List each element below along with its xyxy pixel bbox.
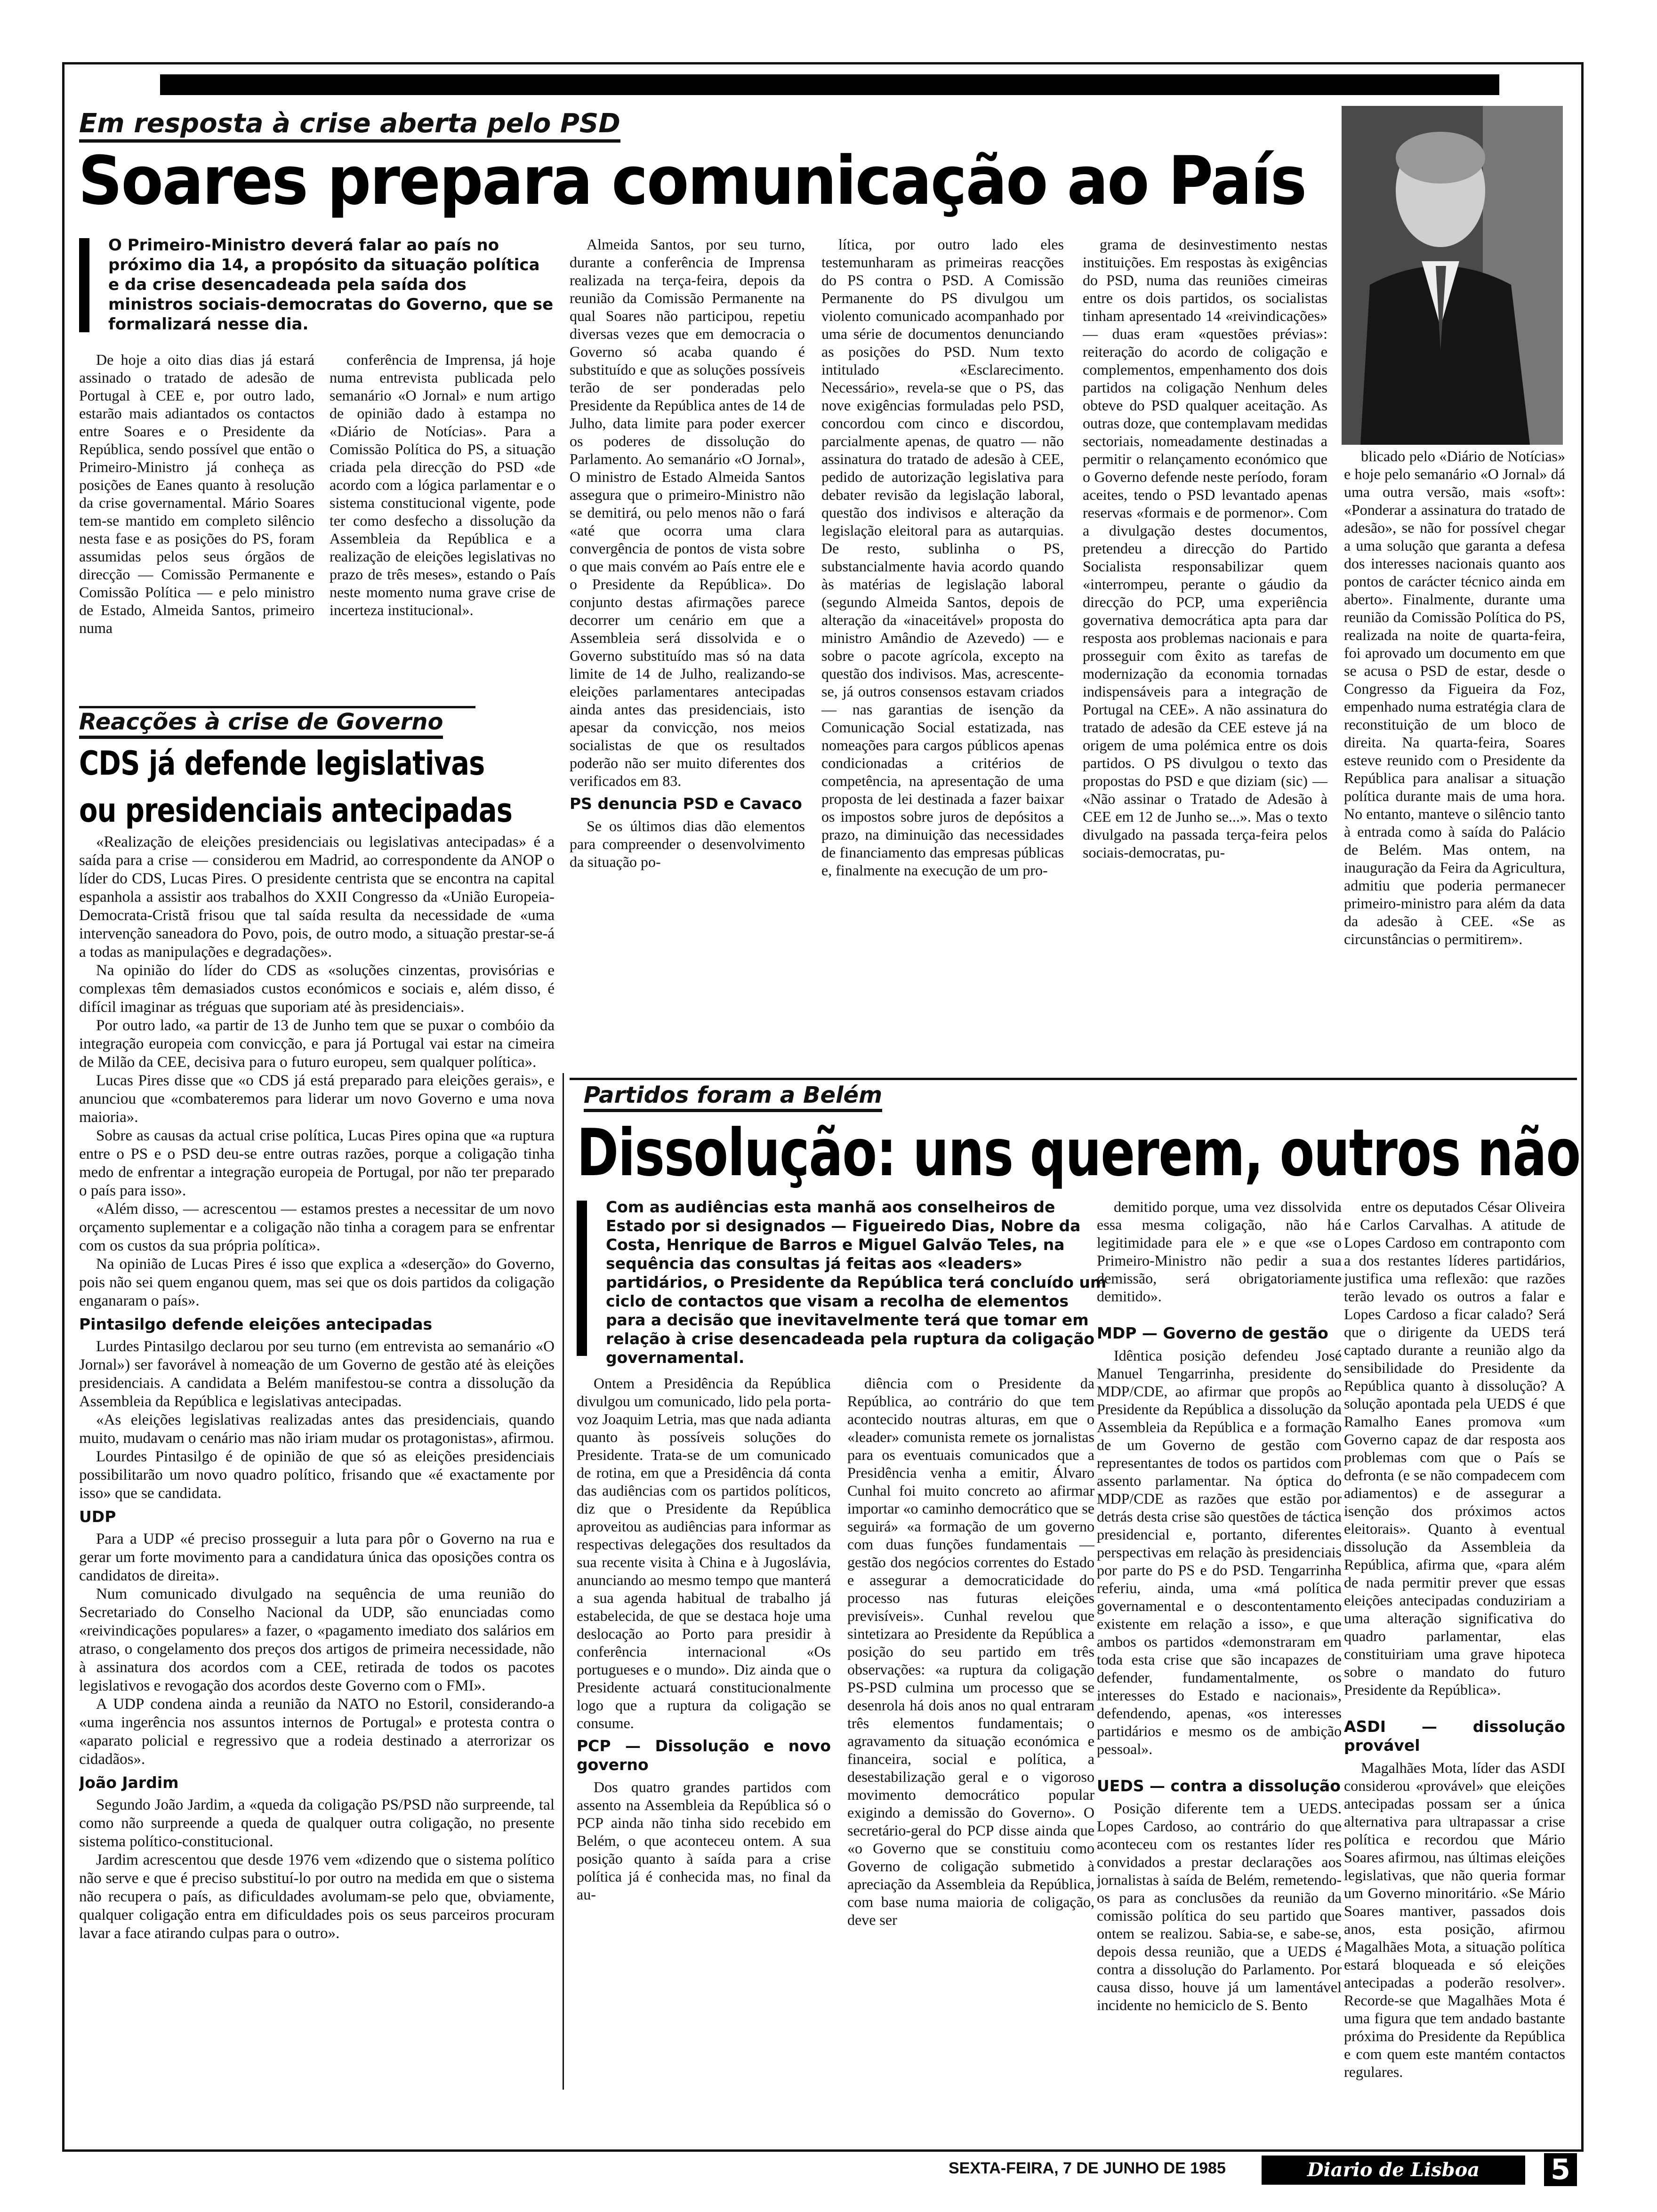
soares-photo xyxy=(1342,106,1563,445)
main-col-1 xyxy=(79,351,314,718)
dissolution-col-c xyxy=(1097,1198,1342,2132)
dissolution-headline: Dissolução: uns querem, outros não xyxy=(577,1115,1580,1191)
cds-subhead-udp: UDP xyxy=(79,1507,116,1526)
main-col-6-text: blicado pelo «Diário de Notícias» e hoje pelo semanário «O Jornal» dá uma outra versão, mais «soft»: «Ponderar a assinatura do tratado de adesão», se não for possível chegar a uma solução que garanta a defesa dos interesses nacionais quanto aos pontos de carácter técnico ainda em aberto». Finalmente, durante uma reunião da Comissão Política do PS, realizada na noite de quarta-feira, foi aprovado um documento em que se acusa o PSD de estar, desde o Congresso da Figueira da Foz, empenhado numa estratégia clara de reconstituição de um bloco de direita. Na quarta-feira, Soares esteve reunido com o Presidente da República para analisar a situação política durante mais de uma hora. No entanto, manteve o silêncio tanto à entrada como à saída do Palácio de Belém. Mas ontem, na inauguração da Feira da Agricultura, admitiu que poderia permanecer primeiro-ministro para além da data da adesão à CEE. «Se as circunstâncias o permitirem». xyxy=(1344,448,1565,947)
dissolution-lead-bar xyxy=(577,1201,587,1356)
page-number: 5 xyxy=(1544,2153,1577,2186)
dissolution-top-rule xyxy=(570,1078,1577,1080)
pintasilgo-para-2: «As eleições legislativas realizadas antes das presidenciais, quando muito, mudavam o cenário mas não iriam mudar os protagonistas», afirmou. xyxy=(79,1411,555,1447)
dissolution-col-a-after: Dos quatro grandes partidos com assento na Assembleia da República só o PCP ainda não tinha sido recebido em Belém, o que aconteceu ontem. A sua posição quanto à saída para a crise política já é conhecida mas, no final da au- xyxy=(577,1779,831,1903)
top-black-bar xyxy=(160,74,1499,95)
udp-para-3: A UDP condena ainda a reunião da NATO no Estoril, considerando-a «uma ingerência nos assuntos internos de Portugal» e protesta contra o «aparato policial e regressivo que a rodeia destinado a aterrorizar os cidadãos». xyxy=(79,1696,555,1768)
mdp-subhead: MDP — Governo de gestão xyxy=(1097,1324,1328,1342)
main-col-4 xyxy=(821,235,1064,1068)
main-col-4-text: lítica, por outro lado eles testemunharam as primeiras reacções do PS contra o PSD. A Comissão Permanente do PS divulgou um violento comunicado acompanhado por uma série de documentos denunciando as posições do PSD. Num texto intitulado «Esclarecimento. Necessário», revela-se que o PS, das nove exigências formuladas pelo PSD, concordou com cinco e discordou, parcialmente apenas, de quatro — não assinatura do tratado de adesão à CEE, pedido de autorização legislativa para debater revisão da legislação laboral, questão dos indivisos e alteração da legislação eleitoral para as autarquias. De resto, sublinha o PS, substancialmente havia acordo quando às matérias de legislação laboral (segundo Almeida Santos, depois de alteração da «inaceitável» proposta do ministro Amândio de Azevedo) — e sobre o pacote agrícola, excepto na questão dos indivisos. Mas, acrescente-se, já outros consensos estavam criados — nas garantias de isenção da Comunicação Social estatizada, nas nomeações para cargos públicos apenas condicionadas a critérios de competência, na apresentação de uma proposta de lei destinada a fazer baixar os impostos sobre juros de depósitos a prazo, na diminuição das necessidades de financiamento das empresas públicas e, finalmente na execução de um pro- xyxy=(821,236,1064,879)
dissolution-col-d xyxy=(1344,1198,1565,2132)
main-col-3-after: Se os últimos dias dão elementos para compreender o desenvolvimento da situação po- xyxy=(570,817,805,870)
dissolution-col-a xyxy=(577,1374,831,2132)
dissolution-col-d-bottom: Magalhães Mota, líder das ASDI considerou «provável» que eleições antecipadas possam ser a única alternativa para ultrapassar a crise política e recordou que Mário Soares afirmou, nas últimas eleições legislativas, que não queria formar um Governo minoritário. «Se Mário Soares mantiver, passados dois anos, esta posição, afirmou Magalhães Mota, a situação política estará bloqueada e só eleições antecipadas a poderão resolver». Recorde-se que Magalhães Mota é uma figura que tem andado bastante próxima do Presidente da República e com quem este mantém contactos regulares. xyxy=(1344,1759,1565,2080)
dissolution-lead xyxy=(577,1198,1111,1367)
cds-para-7: Na opinião de Lucas Pires é isso que explica a «deserção» do Governo, pois não sei quem enganou quem, mas sei que os dois partidos da coligação enganaram o país». xyxy=(79,1256,555,1309)
footer-date: SEXTA-FEIRA, 7 DE JUNHO DE 1985 xyxy=(949,2159,1226,2177)
jardim-para-1: Segundo João Jardim, a «queda da coligação PS/PSD não surpreende, tal como não surpreende a queda de qualquer outra coligação, no presente sistema político-constitucional. xyxy=(79,1796,555,1850)
cds-subhead-jardim: João Jardim xyxy=(79,1773,179,1792)
main-col-2 xyxy=(330,351,555,718)
cds-para-3: Por outro lado, «a partir de 13 de Junho tem que se puxar o combóio da integração europeia com convicção, e para já Portugal vai estar na cimeira de Milão da CEE, decisiva para o futuro europeu, sem qualquer política». xyxy=(79,1017,555,1071)
footer-masthead: Diario de Lisboa xyxy=(1262,2156,1525,2185)
main-col-3-subhead: PS denuncia PSD e Cavaco xyxy=(570,794,802,813)
pintasilgo-para-3: Lourdes Pintasilgo é de opinião de que só as eleições presidenciais possibilitarão um novo quadro político, frisando que «é exactamente por isso» que se candidata. xyxy=(79,1448,555,1502)
main-lead xyxy=(79,235,555,334)
dissolution-col-c-bottom: Posição diferente tem a UEDS. Lopes Cardoso, ao contrário do que aconteceu com os restantes líder res convidados a prestar declarações aos jornalistas à saída de Belém, remetendo-os para as conclusões da reunião da comissão política do seu partido que ontem se realizou. Sabia-se, e sabe-se, depois dessa reunião, que a UEDS é contra a dissolução do Parlamento. Por causa disso, houve já um lamentável incidente no hemiciclo de S. Bento xyxy=(1097,1800,1342,2013)
main-col-6 xyxy=(1344,447,1565,1068)
dissolution-col-b-text: diência com o Presidente da República, ao contrário do que tem acontecido noutras alturas, em que o «leader» comunista remete os jornalistas para os eventuais comunicados que a Presidência venha a emitir, Álvaro Cunhal foi muito concreto ao afirmar importar «o caminho democrático que se seguirá» «a formação de um governo com duas funções fundamentais — gestão dos negócios correntes do Estado e assegurar a democraticidade do processo nas futuras eleições previsíveis». Cunhal revelou que sintetizara ao Presidente da República a posição do seu partido em três observações: «a ruptura da coligação PS-PSD culmina um processo que se desenrola há dois anos no qual entraram três elementos fundamentais; o agravamento da situação económica e financeira, social e política, a desestabilização geral e o vigoroso movimento democrático popular exigindo a demissão do Governo». O secretário-geral do PCP disse ainda que «o Governo que se constituiu como Governo de coligação submetido à apreciação da Assembleia da República, com base numa maioria de coligação, deve ser xyxy=(847,1375,1094,1928)
dissolution-kicker: Partidos foram a Belém xyxy=(584,1082,882,1112)
lead-bar xyxy=(79,238,89,332)
main-col-1-text: De hoje a oito dias dias já estará assinado o tratado de adesão de Portugal à CEE e, por outro lado, estarão mais adiantados os contactos entre Soares e o Presidente da República, sendo possível que então o Primeiro-Ministro já conheça as posições de Eanes quanto à resolução da crise governamental. Mário Soares tem-se mantido em completo silêncio nesta fase e as posições do PS, foram assumidas pelos seus órgãos de direcção — Comissão Permanente e Comissão Política — e pelo ministro de Estado, Almeida Santos, primeiro numa xyxy=(79,351,314,636)
dissolution-lead-text: Com as audiências esta manhã aos conselheiros de Estado por si designados — Figueiredo Dias, Nobre da Costa, Henrique de Barros e Miguel Galvão Teles, na sequência das consultas já feitas aos «leaders» partidários, o Presidente da República terá concluído um ciclo de contactos que visam a recolha de elementos para a decisão que inevitavelmente terá que tomar em relação à crise desencadeada pela ruptura da coligação governamental. xyxy=(606,1198,1107,1367)
portrait-image xyxy=(1342,106,1563,445)
cds-para-2: Na opinião do líder do CDS as «soluções cinzentas, provisórias e complexas têm demasiados custos económicos e sociais e, além disso, é difícil imaginar as tréguas que suporiam até às presidenciais». xyxy=(79,962,555,1016)
main-lead-text: O Primeiro-Ministro deverá falar ao país no próximo dia 14, a propósito da situação política e da crise desencadeada pela saída dos ministros sociais-democratas do Governo, que se formalizará nesse dia. xyxy=(108,236,554,334)
cds-divider xyxy=(563,1073,564,2090)
cds-para-6: «Além disso, — acrescentou — estamos prestes a necessitar de um novo orçamento suplementar e a coligação não tinha a coragem para se enfrentar com os custos da sua própria política». xyxy=(79,1201,555,1254)
cds-para-1: «Realização de eleições presidenciais ou legislativas antecipadas» é a saída para a crise — considerou em Madrid, ao correspondente da ANOP o líder do CDS, Lucas Pires. O presidente centrista que se encontra na capital espanhola a assistir aos trabalhos do XXII Congresso da «União Europeia-Democrata-Cristã frisou que tal saída resulta da necessidade de «uma intervenção saneadora do Povo, pois, de outro modo, a situação prestar-se-á a todas as manipulações e degradações». xyxy=(79,834,555,961)
cds-para-4: Lucas Pires disse que «o CDS já está preparado para eleições gerais», e anunciou que «combateremos para liderar um novo Governo e uma nova maioria». xyxy=(79,1072,555,1126)
cds-para-5: Sobre as causas da actual crise política, Lucas Pires opina que «a ruptura entre o PS e o PSD deu-se entre outras razões, porque a coligação tinha medo de enfrentar a integração europeia de Portugal, por não ter preparado o país para isso». xyxy=(79,1127,555,1199)
main-col-5 xyxy=(1083,235,1327,1068)
main-col-5-text: grama de desinvestimento nestas instituições. Em respostas às exigências do PSD, numa das reuniões cimeiras entre os dois partidos, os socialistas tinham apresentado 14 «reivindicações» — duas eram «questões prévias»: reiteração do acordo de coligação e complementos, empenhamento dos dois partidos na coligação Nenhum deles obteve do PSD qualquer aceitação. As outras doze, que contemplavam medidas sectoriais, nomeadamente destinadas a permitir o relançamento económico que o Governo defende neste período, foram aceites, tendo o PSD levantado apenas reservas «formais e de pormenor». Com a divulgação destes documentos, pretendeu a direcção do Partido Socialista responsabilizar quem «interrompeu, perante o gáudio da direcção do PCP, uma experiência governativa democrática apta para dar resposta aos problemas nacionais e para prosseguir com êxito as tarefas de modernização da economia tornadas indispensáveis para a integração de Portugal na CEE». A não assinatura do tratado de adesão da CEE esteve já na origem de uma polémica entre os dois partidos. O PS divulgou o texto das propostas do PSD e que diziam (sic) — «Não assinar o Tratado de Adesão à CEE em 12 de Junho se...». Mas o texto divulgado na passada terça-feira pelos sociais-democratas, pu- xyxy=(1083,236,1327,861)
main-kicker: Em resposta à crise aberta pelo PSD xyxy=(79,108,620,143)
main-headline: Soares prepara comunicação ao País xyxy=(78,142,1306,220)
cds-subhead-pintasilgo: Pintasilgo defende eleições antecipadas xyxy=(79,1315,433,1333)
main-col-3-text: Almeida Santos, por seu turno, durante a conferência de Imprensa realizada na terça-feira, depois da reunião da Comissão Permanente na qual Soares não participou, repetiu diversas vezes que em democracia o Governo só acaba quando é substituído e que as soluções possíveis terão de ser ponderadas pelo Presidente da República antes de 14 de Julho, data limite para poder exercer os poderes de dissolução do Parlamento. Ao semanário «O Jornal», O ministro de Estado Almeida Santos assegura que o primeiro-Ministro não se demitirá, ou pelo menos não o fará «até que ocorra uma clara convergência de pontos de vista sobre o que mais convém ao País entre ele e o Presidente da República». Do conjunto destas afirmações parece decorrer um cenário em que a Assembleia será dissolvida e o Governo substituído mas só na data limite de 14 de Julho, realizando-se eleições parlamentares antecipadas ainda antes das presidenciais, isto apesar da convicção, nos meios socialistas de que os resultados poderão não ser muito diferentes dos verificados em 83. xyxy=(570,236,805,789)
dissolution-col-d-top: entre os deputados César Oliveira e Carlos Carvalhas. A atitude de Lopes Cardoso em contraponto com a dos restantes líderes partidários, justifica uma reflexão: que razões terão levado os outros a falar e Lopes Cardoso a ficar calado? Será que o dirigente da UEDS terá captado durante a reunião algo da sensibilidade do Presidente da República quanto à dissolução? A solução apontada pela UEDS é que Ramalho Eanes promova «um Governo capaz de dar resposta aos problemas com que o País se defronta (e se não compadecem com adiamentos) e de assegurar a isenção dos próximos actos eleitorais». Quanto à eventual dissolução da Assembleia da República, afirma que, «para além de nada permitir prever que essas eleições antecipadas conduziriam a uma alteração significativa do quadro parlamentar, elas constituiriam uma grave hipoteca sobre o mandato do futuro Presidente da República». xyxy=(1344,1198,1565,1698)
pintasilgo-para-1: Lurdes Pintasilgo declarou por seu turno (em entrevista ao semanário «O Jornal») ser favorável à nomeação de um Governo de gestão até às eleições presidenciais. A candidata a Belém manifestou-se contra a dissolução da Assembleia da República e legislativas antecipadas. xyxy=(79,1338,555,1410)
cds-headline-1: CDS já defende legislativas xyxy=(79,744,485,783)
jardim-para-2: Jardim acrescentou que desde 1976 vem «dizendo que o sistema político não serve e que é preciso substituí-lo por outro na medida em que o sistema não recupera o país, as dificuldades avolumam-se pelo que, obviamente, qualquer coligação entra em dificuldades pois os seus parceiros procuram lavar a face atirando culpas para o outro». xyxy=(79,1851,555,1942)
cds-headline-2: ou presidenciais antecipadas xyxy=(79,791,513,830)
main-col-2-text: conferência de Imprensa, já hoje numa entrevista publicada pelo semanário «O Jornal» e num artigo de opinião dado à estampa no «Diário de Notícias». Para a Comissão Política do PS, a situação criada pela direcção do PSD «de acordo com a lógica parlamentar e o sistema constitucional vigente, pode ter como desfecho a dissolução da Assembleia da República e a realização de eleições legislativas no prazo de três meses», estando o País neste momento numa grave crise de incerteza institucional». xyxy=(330,351,555,618)
cds-body xyxy=(79,833,555,2137)
dissolution-col-c-mid: Idêntica posição defendeu José Manuel Tengarrinha, presidente do MDP/CDE, ao afirmar que propôs ao Presidente da República a dissolução da Assembleia da República e a formação de um Governo de gestão com representantes de todos os partidos com assento parlamentar. Na óptica do MDP/CDE as razões que estão por detrás desta crise são questões de táctica presidencial e, portanto, diferentes perspectivas em relação às presidenciais por parte do PS e do PSD. Tengarrinha referiu, ainda, uma «má política governamental e o descontentamento existente em relação a isso», e que ambos os partidos «demonstraram em toda esta crise que são incapazes de defender, fundamentalmente, os interesses do Estado e nacionais», defendendo, apenas, «os interesses partidários e mesmo os de ambição pessoal». xyxy=(1097,1347,1342,1757)
dissolution-col-b xyxy=(847,1374,1094,2132)
main-col-3 xyxy=(570,235,805,1068)
dissolution-col-c-top: demitido porque, uma vez dissolvida essa mesma coligação, não há legitimidade para ele » e que «se o Primeiro-Ministro não pedir a sua demissão, será obrigatoriamente demitido». xyxy=(1097,1198,1342,1305)
dissolution-col-a-text: Ontem a Presidência da República divulgou um comunicado, lido pela porta-voz Joaquim Letria, mas que nada adianta quanto às possíveis soluções do Presidente. Trata-se de um comunicado de rotina, em que a Presidência dá conta das audiências com os partidos políticos, diz que o Presidente da República aproveitou as audiências para informar as respectivas delegações dos resultados da sua recente visita à China e à Jugoslávia, anunciando ao mesmo tempo que manterá a sua agenda habitual de trabalho já estabelecida, de que se destaca hoje uma deslocação ao Porto para presidir à conferência internacional «Os portugueses e o mundo». Diz ainda que o Presidente actuará constitucionalmente logo que a ruptura da coligação se consume. xyxy=(577,1375,831,1731)
asdi-subhead: ASDI — dissolução provável xyxy=(1344,1717,1565,1755)
ueds-subhead: UEDS — contra a dissolução xyxy=(1097,1777,1341,1795)
udp-para-1: Para a UDP «é preciso prosseguir a luta para pôr o Governo na rua e gerar um forte movimento para a candidatura única das oposições contra os candidatos de direita». xyxy=(79,1531,555,1584)
dissolution-pcp-subhead: PCP — Dissolução e novo governo xyxy=(577,1737,831,1774)
cds-kicker: Reacções à crise de Governo xyxy=(79,708,443,739)
udp-para-2: Num comunicado divulgado na sequência de uma reunião do Secretariado do Conselho Nacional da UDP, são enunciadas como «reivindicações populares» a fazer, o «pagamento imediato dos salários em atraso, o congelamento dos preços dos artigos de primeira necessidade, não à assinatura dos acordos com a CEE, retirada de todos os pacotes legislativos e revogação dos acordos deste Governo com o FMI». xyxy=(79,1586,555,1694)
